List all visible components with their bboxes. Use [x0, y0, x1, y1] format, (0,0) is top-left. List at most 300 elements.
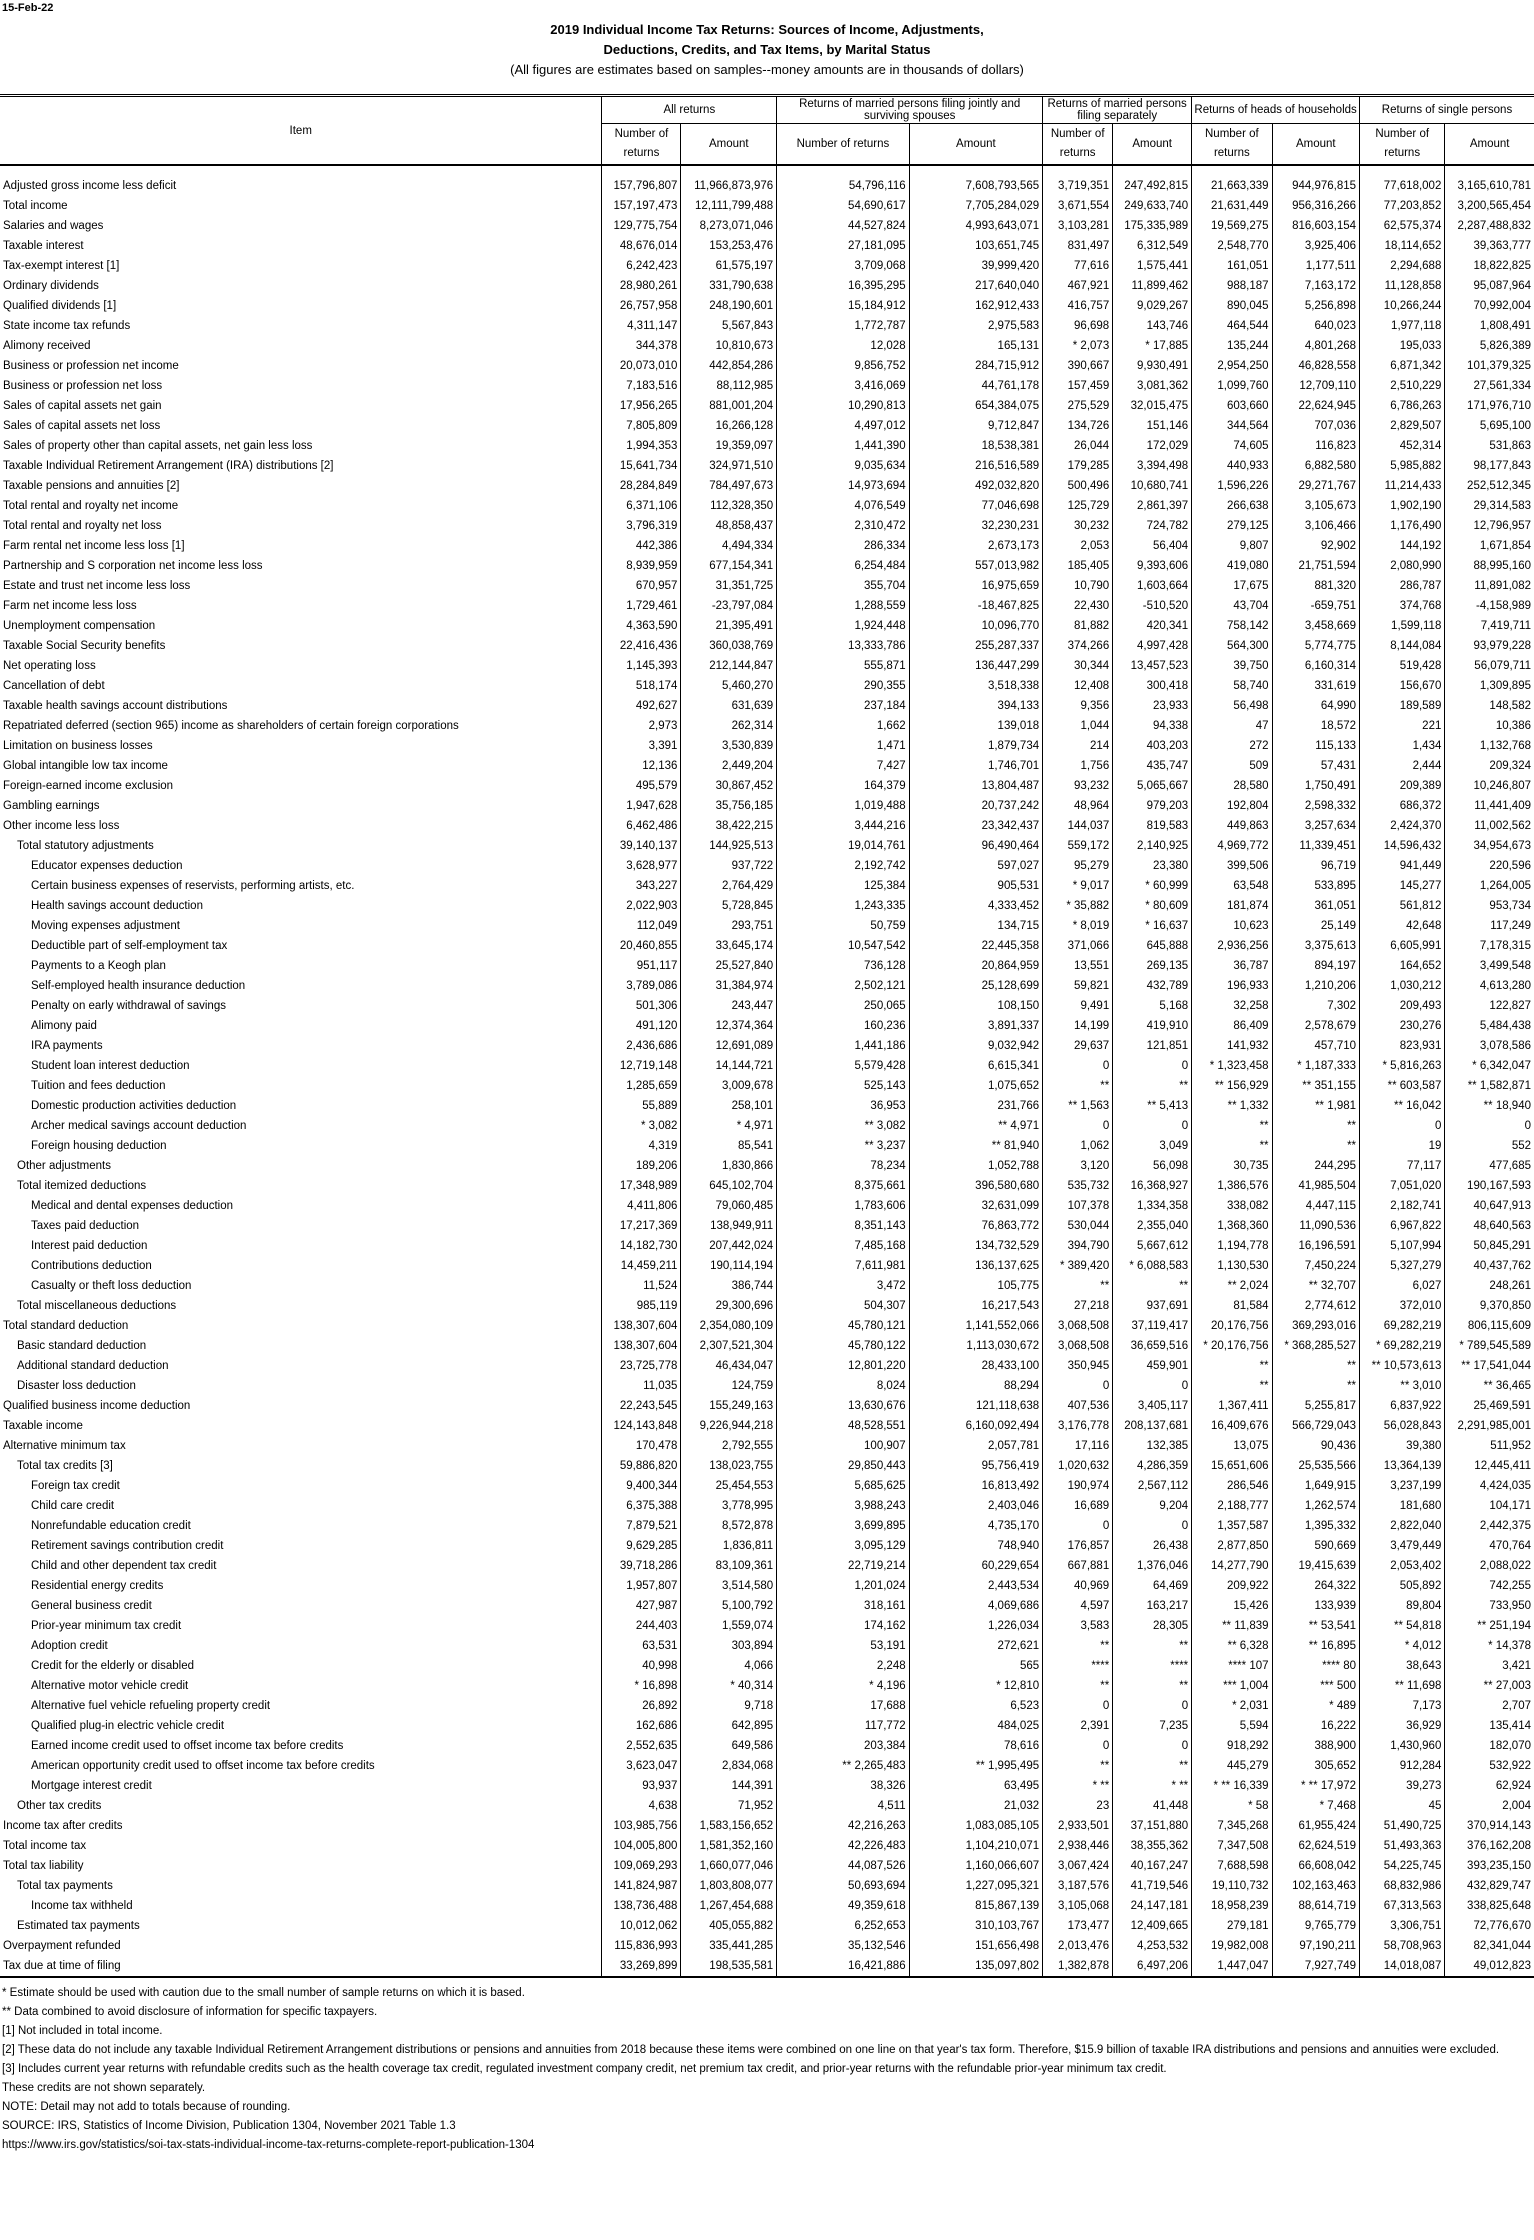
row-label: Tax due at time of filing: [0, 1956, 602, 1977]
cell-value: ** 5,413: [1113, 1096, 1192, 1116]
cell-value: 4,066: [681, 1656, 777, 1676]
row-label: Total standard deduction: [3, 1320, 129, 1332]
cell-value: 29,850,443: [777, 1456, 909, 1476]
cell-value: -23,797,084: [681, 596, 777, 616]
cell-value: 209,493: [1360, 996, 1445, 1016]
cell-value: 96,719: [1272, 856, 1359, 876]
cell-value: 3,671,554: [1043, 196, 1113, 216]
cell-value: 0: [1043, 1736, 1113, 1756]
cell-value: **** 80: [1272, 1656, 1359, 1676]
cell-value: 1,376,046: [1113, 1556, 1192, 1576]
table-row: [0, 556, 1534, 576]
cell-value: 1,772,787: [777, 316, 909, 336]
cell-value: 0: [1113, 1056, 1192, 1076]
row-label: Medical and dental expenses deduction: [31, 1200, 234, 1212]
cell-value: 164,379: [777, 776, 909, 796]
table-row: [0, 1476, 1534, 1496]
cell-value: 3,628,977: [602, 856, 681, 876]
table-row: [0, 1076, 1534, 1096]
cell-value: 32,015,475: [1113, 396, 1192, 416]
cell-value: 29,271,767: [1272, 476, 1359, 496]
cell-value: 237,184: [777, 696, 909, 716]
cell-value: ** 3,010: [1360, 1376, 1445, 1396]
cell-value: 28,980,261: [602, 276, 681, 296]
cell-value: 6,160,314: [1272, 656, 1359, 676]
row-label: Total tax credits [3]: [17, 1460, 113, 1472]
cell-value: 815,867,139: [909, 1896, 1043, 1916]
cell-value: 10,096,770: [909, 616, 1043, 636]
cell-value: 1,176,490: [1360, 516, 1445, 536]
cell-value: 63,495: [909, 1776, 1043, 1796]
cell-value: 190,167,593: [1445, 1176, 1534, 1196]
cell-value: 3,925,406: [1272, 236, 1359, 256]
cell-value: 13,551: [1043, 956, 1113, 976]
cell-value: 371,066: [1043, 936, 1113, 956]
cell-value: 7,485,168: [777, 1236, 909, 1256]
cell-value: 23,342,437: [909, 816, 1043, 836]
cell-value: 2,502,121: [777, 976, 909, 996]
cell-value: 564,300: [1192, 636, 1272, 656]
cell-value: 112,328,350: [681, 496, 777, 516]
cell-value: 407,536: [1043, 1396, 1113, 1416]
cell-value: 136,447,299: [909, 656, 1043, 676]
cell-value: 115,133: [1272, 736, 1359, 756]
number-of-returns-header: Number of returns: [1360, 124, 1445, 166]
cell-value: 2,424,370: [1360, 816, 1445, 836]
table-row: [0, 1716, 1534, 1736]
cell-value: 38,355,362: [1113, 1836, 1192, 1856]
row-label: Educator expenses deduction: [31, 860, 183, 872]
cell-value: 108,150: [909, 996, 1043, 1016]
cell-value: **: [1272, 1136, 1359, 1156]
cell-value: 125,729: [1043, 496, 1113, 516]
row-label: Qualified business income deduction: [3, 1400, 191, 1412]
cell-value: 151,656,498: [909, 1936, 1043, 1956]
cell-value: 5,667,612: [1113, 1236, 1192, 1256]
cell-value: 248,190,601: [681, 296, 777, 316]
row-label: Payments to a Keogh plan: [31, 960, 166, 972]
cell-value: 88,112,985: [681, 376, 777, 396]
cell-value: 1,030,212: [1360, 976, 1445, 996]
table-row: [0, 1456, 1534, 1476]
cell-value: 209,389: [1360, 776, 1445, 796]
cell-value: 97,190,211: [1272, 1936, 1359, 1956]
cell-value: 1,210,206: [1272, 976, 1359, 996]
cell-value: 3,120: [1043, 1156, 1113, 1176]
table-row: [0, 456, 1534, 476]
cell-value: 5,460,270: [681, 676, 777, 696]
table-row: [0, 956, 1534, 976]
cell-value: 104,005,800: [602, 1836, 681, 1856]
cell-value: 3,049: [1113, 1136, 1192, 1156]
cell-value: 207,442,024: [681, 1236, 777, 1256]
cell-value: 157,459: [1043, 376, 1113, 396]
cell-value: 3,068,508: [1043, 1316, 1113, 1336]
cell-value: **: [1272, 1376, 1359, 1396]
table-row: [0, 756, 1534, 776]
cell-value: 390,667: [1043, 356, 1113, 376]
cell-value: 28,433,100: [909, 1356, 1043, 1376]
row-label: Foreign tax credit: [31, 1480, 120, 1492]
row-label: Sales of capital assets net loss: [3, 420, 161, 432]
cell-value: 649,586: [681, 1736, 777, 1756]
cell-value: 25,454,553: [681, 1476, 777, 1496]
cell-value: 13,364,139: [1360, 1456, 1445, 1476]
cell-value: 0: [1043, 1056, 1113, 1076]
cell-value: 3,499,548: [1445, 956, 1534, 976]
cell-value: 6,160,092,494: [909, 1416, 1043, 1436]
cell-value: 13,457,523: [1113, 656, 1192, 676]
cell-value: 1,052,788: [909, 1156, 1043, 1176]
cell-value: 3,719,351: [1043, 176, 1113, 196]
cell-value: 5,484,438: [1445, 1016, 1534, 1036]
row-label: Qualified plug-in electric vehicle credit: [31, 1720, 225, 1732]
cell-value: 525,143: [777, 1076, 909, 1096]
cell-value: 1,603,664: [1113, 576, 1192, 596]
table-row: [0, 1916, 1534, 1936]
cell-value: 82,341,044: [1445, 1936, 1534, 1956]
cell-value: 11,035: [602, 1376, 681, 1396]
table-row: [0, 1536, 1534, 1556]
cell-value: 4,597: [1043, 1596, 1113, 1616]
cell-value: 3,237,199: [1360, 1476, 1445, 1496]
cell-value: 25,527,840: [681, 956, 777, 976]
cell-value: 95,279: [1043, 856, 1113, 876]
cell-value: 3,458,669: [1272, 616, 1359, 636]
cell-value: * 389,420: [1043, 1256, 1113, 1276]
row-label: Partnership and S corporation net income less loss: [3, 560, 263, 572]
cell-value: 10,623: [1192, 916, 1272, 936]
cell-value: 290,355: [777, 676, 909, 696]
cell-value: * 5,816,263: [1360, 1056, 1445, 1076]
cell-value: 190,114,194: [681, 1256, 777, 1276]
cell-value: 41,448: [1113, 1796, 1192, 1816]
cell-value: 432,829,747: [1445, 1876, 1534, 1896]
cell-value: 631,639: [681, 696, 777, 716]
cell-value: 1,660,077,046: [681, 1856, 777, 1876]
cell-value: 217,640,040: [909, 276, 1043, 296]
cell-value: 1,879,734: [909, 736, 1043, 756]
cell-value: 182,070: [1445, 1736, 1534, 1756]
cell-value: 44,527,824: [777, 216, 909, 236]
cell-value: 5,065,667: [1113, 776, 1192, 796]
table-row: [0, 1396, 1534, 1416]
cell-value: 3,095,129: [777, 1536, 909, 1556]
cell-value: 944,976,815: [1272, 176, 1359, 196]
cell-value: 32,258: [1192, 996, 1272, 1016]
cell-value: 54,796,116: [777, 176, 909, 196]
cell-value: 39,363,777: [1445, 236, 1534, 256]
table-row: [0, 876, 1534, 896]
cell-value: 48,528,551: [777, 1416, 909, 1436]
cell-value: 17,116: [1043, 1436, 1113, 1456]
table-row: [0, 1176, 1534, 1196]
cell-value: 30,867,452: [681, 776, 777, 796]
cell-value: 1,441,186: [777, 1036, 909, 1056]
cell-value: 18,958,239: [1192, 1896, 1272, 1916]
cell-value: 27,561,334: [1445, 376, 1534, 396]
cell-value: 491,120: [602, 1016, 681, 1036]
cell-value: **: [1113, 1756, 1192, 1776]
cell-value: **: [1192, 1356, 1272, 1376]
cell-value: 16,421,886: [777, 1956, 909, 1977]
cell-value: 1,201,024: [777, 1576, 909, 1596]
cell-value: 7,163,172: [1272, 276, 1359, 296]
cell-value: 419,080: [1192, 556, 1272, 576]
cell-value: 6,871,342: [1360, 356, 1445, 376]
cell-value: 12,409,665: [1113, 1916, 1192, 1936]
cell-value: *** 1,004: [1192, 1676, 1272, 1696]
cell-value: 185,405: [1043, 556, 1113, 576]
cell-value: * 6,088,583: [1113, 1256, 1192, 1276]
cell-value: 2,080,990: [1360, 556, 1445, 576]
cell-value: * ** 17,972: [1272, 1776, 1359, 1796]
cell-value: 951,117: [602, 956, 681, 976]
cell-value: * 40,314: [681, 1676, 777, 1696]
cell-value: 1,386,576: [1192, 1176, 1272, 1196]
cell-value: 440,933: [1192, 456, 1272, 476]
cell-value: 244,403: [602, 1616, 681, 1636]
cell-value: 162,686: [602, 1716, 681, 1736]
row-label: Total miscellaneous deductions: [17, 1300, 177, 1312]
cell-value: 532,922: [1445, 1756, 1534, 1776]
cell-value: 9,035,634: [777, 456, 909, 476]
table-row: [0, 796, 1534, 816]
cell-value: 230,276: [1360, 1016, 1445, 1036]
cell-value: 335,441,285: [681, 1936, 777, 1956]
cell-value: 17,956,265: [602, 396, 681, 416]
cell-value: 58,740: [1192, 676, 1272, 696]
cell-value: 1,447,047: [1192, 1956, 1272, 1977]
cell-value: 262,314: [681, 716, 777, 736]
amount-header: Amount: [1113, 124, 1192, 166]
table-row: [0, 636, 1534, 656]
cell-value: 66,608,042: [1272, 1856, 1359, 1876]
cell-value: 5,255,817: [1272, 1396, 1359, 1416]
cell-value: 244,295: [1272, 1156, 1359, 1176]
cell-value: 16,975,659: [909, 576, 1043, 596]
cell-value: 10,680,741: [1113, 476, 1192, 496]
cell-value: 518,174: [602, 676, 681, 696]
cell-value: ** 11,698: [1360, 1676, 1445, 1696]
cell-value: * 35,882: [1043, 896, 1113, 916]
cell-value: 4,333,452: [909, 896, 1043, 916]
cell-value: 758,142: [1192, 616, 1272, 636]
cell-value: 18,114,652: [1360, 236, 1445, 256]
cell-value: 3,105,068: [1043, 1896, 1113, 1916]
cell-value: 26,892: [602, 1696, 681, 1716]
cell-value: 1,368,360: [1192, 1216, 1272, 1236]
cell-value: ** 16,895: [1272, 1636, 1359, 1656]
cell-value: 78,234: [777, 1156, 909, 1176]
row-label: Taxes paid deduction: [31, 1220, 140, 1232]
table-row: [0, 1696, 1534, 1716]
cell-value: 48,964: [1043, 796, 1113, 816]
cell-value: 31,384,974: [681, 976, 777, 996]
cell-value: 37,151,880: [1113, 1816, 1192, 1836]
cell-value: ** 603,587: [1360, 1076, 1445, 1096]
cell-value: 7,927,749: [1272, 1956, 1359, 1977]
cell-value: 6,786,263: [1360, 396, 1445, 416]
cell-value: * **: [1043, 1776, 1113, 1796]
cell-value: 16,689: [1043, 1496, 1113, 1516]
cell-value: 163,217: [1113, 1596, 1192, 1616]
cell-value: 2,861,397: [1113, 496, 1192, 516]
cell-value: 1,957,807: [602, 1576, 681, 1596]
cell-value: 1,750,491: [1272, 776, 1359, 796]
cell-value: 21,663,339: [1192, 176, 1272, 196]
cell-value: 881,320: [1272, 576, 1359, 596]
cell-value: 736,128: [777, 956, 909, 976]
table-row: [0, 1496, 1534, 1516]
cell-value: 484,025: [909, 1716, 1043, 1736]
cell-value: 11,090,536: [1272, 1216, 1359, 1236]
cell-value: 3,479,449: [1360, 1536, 1445, 1556]
cell-value: 136,137,625: [909, 1256, 1043, 1276]
table-row: [0, 1116, 1534, 1136]
cell-value: 5,168: [1113, 996, 1192, 1016]
cell-value: 179,285: [1043, 456, 1113, 476]
cell-value: 189,206: [602, 1156, 681, 1176]
cell-value: 9,029,267: [1113, 296, 1192, 316]
cell-value: 5,774,775: [1272, 636, 1359, 656]
cell-value: *** 500: [1272, 1676, 1359, 1696]
cell-value: 67,313,563: [1360, 1896, 1445, 1916]
cell-value: 6,967,822: [1360, 1216, 1445, 1236]
cell-value: 0: [1113, 1116, 1192, 1136]
cell-value: 603,660: [1192, 396, 1272, 416]
cell-value: 12,796,957: [1445, 516, 1534, 536]
cell-value: 44,761,178: [909, 376, 1043, 396]
cell-value: 1,662: [777, 716, 909, 736]
cell-value: 141,932: [1192, 1036, 1272, 1056]
cell-value: 1,994,353: [602, 436, 681, 456]
table-row: [0, 276, 1534, 296]
cell-value: 2,954,250: [1192, 356, 1272, 376]
cell-value: 3,583: [1043, 1616, 1113, 1636]
cell-value: 9,491: [1043, 996, 1113, 1016]
table-row: [0, 656, 1534, 676]
cell-value: 19: [1360, 1136, 1445, 1156]
cell-value: 12,801,220: [777, 1356, 909, 1376]
cell-value: 74,605: [1192, 436, 1272, 456]
row-label: Sales of property other than capital assets, net gain less loss: [3, 440, 313, 452]
cell-value: * 4,196: [777, 1676, 909, 1696]
cell-value: 286,334: [777, 536, 909, 556]
row-label: American opportunity credit used to offset income tax before credits: [31, 1760, 375, 1772]
cell-value: 109,069,293: [602, 1856, 681, 1876]
cell-value: 42,216,263: [777, 1816, 909, 1836]
table-row: [0, 1336, 1534, 1356]
row-label: Business or profession net income: [3, 360, 179, 372]
cell-value: ** 36,465: [1445, 1376, 1534, 1396]
cell-value: 63,548: [1192, 876, 1272, 896]
cell-value: 54,225,745: [1360, 1856, 1445, 1876]
cell-value: 49,359,618: [777, 1896, 909, 1916]
row-label: Foreign-earned income exclusion: [3, 780, 174, 792]
cell-value: 63,531: [602, 1636, 681, 1656]
cell-value: 552: [1445, 1136, 1534, 1156]
cell-value: 8,375,661: [777, 1176, 909, 1196]
cell-value: 144,391: [681, 1776, 777, 1796]
cell-value: 22,243,545: [602, 1396, 681, 1416]
cell-value: 23,725,778: [602, 1356, 681, 1376]
cell-value: 33,269,899: [602, 1956, 681, 1977]
cell-value: 399,506: [1192, 856, 1272, 876]
cell-value: 5,685,625: [777, 1476, 909, 1496]
cell-value: 4,511: [777, 1796, 909, 1816]
cell-value: 138,736,488: [602, 1896, 681, 1916]
cell-value: 7,879,521: [602, 1516, 681, 1536]
cell-value: 2,004: [1445, 1796, 1534, 1816]
table-row: [0, 336, 1534, 356]
row-label: Tax-exempt interest [1]: [3, 260, 120, 272]
cell-value: 20,176,756: [1192, 1316, 1272, 1336]
cell-value: 44,087,526: [777, 1856, 909, 1876]
cell-value: 2,938,446: [1043, 1836, 1113, 1856]
cell-value: 32,230,231: [909, 516, 1043, 536]
cell-value: 172,029: [1113, 436, 1192, 456]
table-row: [0, 1736, 1534, 1756]
cell-value: 533,895: [1272, 876, 1359, 896]
cell-value: 134,726: [1043, 416, 1113, 436]
table-row: [0, 536, 1534, 556]
cell-value: 101,379,325: [1445, 356, 1534, 376]
cell-value: 250,065: [777, 996, 909, 1016]
cell-value: 19,569,275: [1192, 216, 1272, 236]
cell-value: 2,188,777: [1192, 1496, 1272, 1516]
cell-value: 93,232: [1043, 776, 1113, 796]
cell-value: ** 16,042: [1360, 1096, 1445, 1116]
cell-value: 59,886,820: [602, 1456, 681, 1476]
cell-value: 1,729,461: [602, 596, 681, 616]
cell-value: 492,032,820: [909, 476, 1043, 496]
cell-value: 6,462,486: [602, 816, 681, 836]
cell-value: * 69,282,219: [1360, 1336, 1445, 1356]
cell-value: 5,826,389: [1445, 336, 1534, 356]
cell-value: 23,933: [1113, 696, 1192, 716]
cell-value: 88,614,719: [1272, 1896, 1359, 1916]
cell-value: 338,825,648: [1445, 1896, 1534, 1916]
cell-value: 157,197,473: [602, 196, 681, 216]
cell-value: 7,427: [777, 756, 909, 776]
cell-value: 2,707: [1445, 1696, 1534, 1716]
cell-value: 7,419,711: [1445, 616, 1534, 636]
cell-value: 181,874: [1192, 896, 1272, 916]
cell-value: 39,273: [1360, 1776, 1445, 1796]
cell-value: 457,710: [1272, 1036, 1359, 1056]
cell-value: 71,952: [681, 1796, 777, 1816]
table-row: [0, 1436, 1534, 1456]
cell-value: 1,947,628: [602, 796, 681, 816]
cell-value: 214: [1043, 736, 1113, 756]
cell-value: 4,613,280: [1445, 976, 1534, 996]
table-row: [0, 736, 1534, 756]
title-line-1: 2019 Individual Income Tax Returns: Sources of Income, Adjustments,: [550, 22, 984, 37]
table-row: [0, 616, 1534, 636]
cell-value: 26,438: [1113, 1536, 1192, 1556]
cell-value: 912,284: [1360, 1756, 1445, 1776]
cell-value: 2,510,229: [1360, 376, 1445, 396]
cell-value: * 80,609: [1113, 896, 1192, 916]
row-label: Gambling earnings: [3, 800, 100, 812]
cell-value: 1,075,652: [909, 1076, 1043, 1096]
cell-value: 4,969,772: [1192, 836, 1272, 856]
cell-value: 40,437,762: [1445, 1256, 1534, 1276]
cell-value: 39,380: [1360, 1436, 1445, 1456]
cell-value: 403,203: [1113, 736, 1192, 756]
table-row: [0, 1036, 1534, 1056]
